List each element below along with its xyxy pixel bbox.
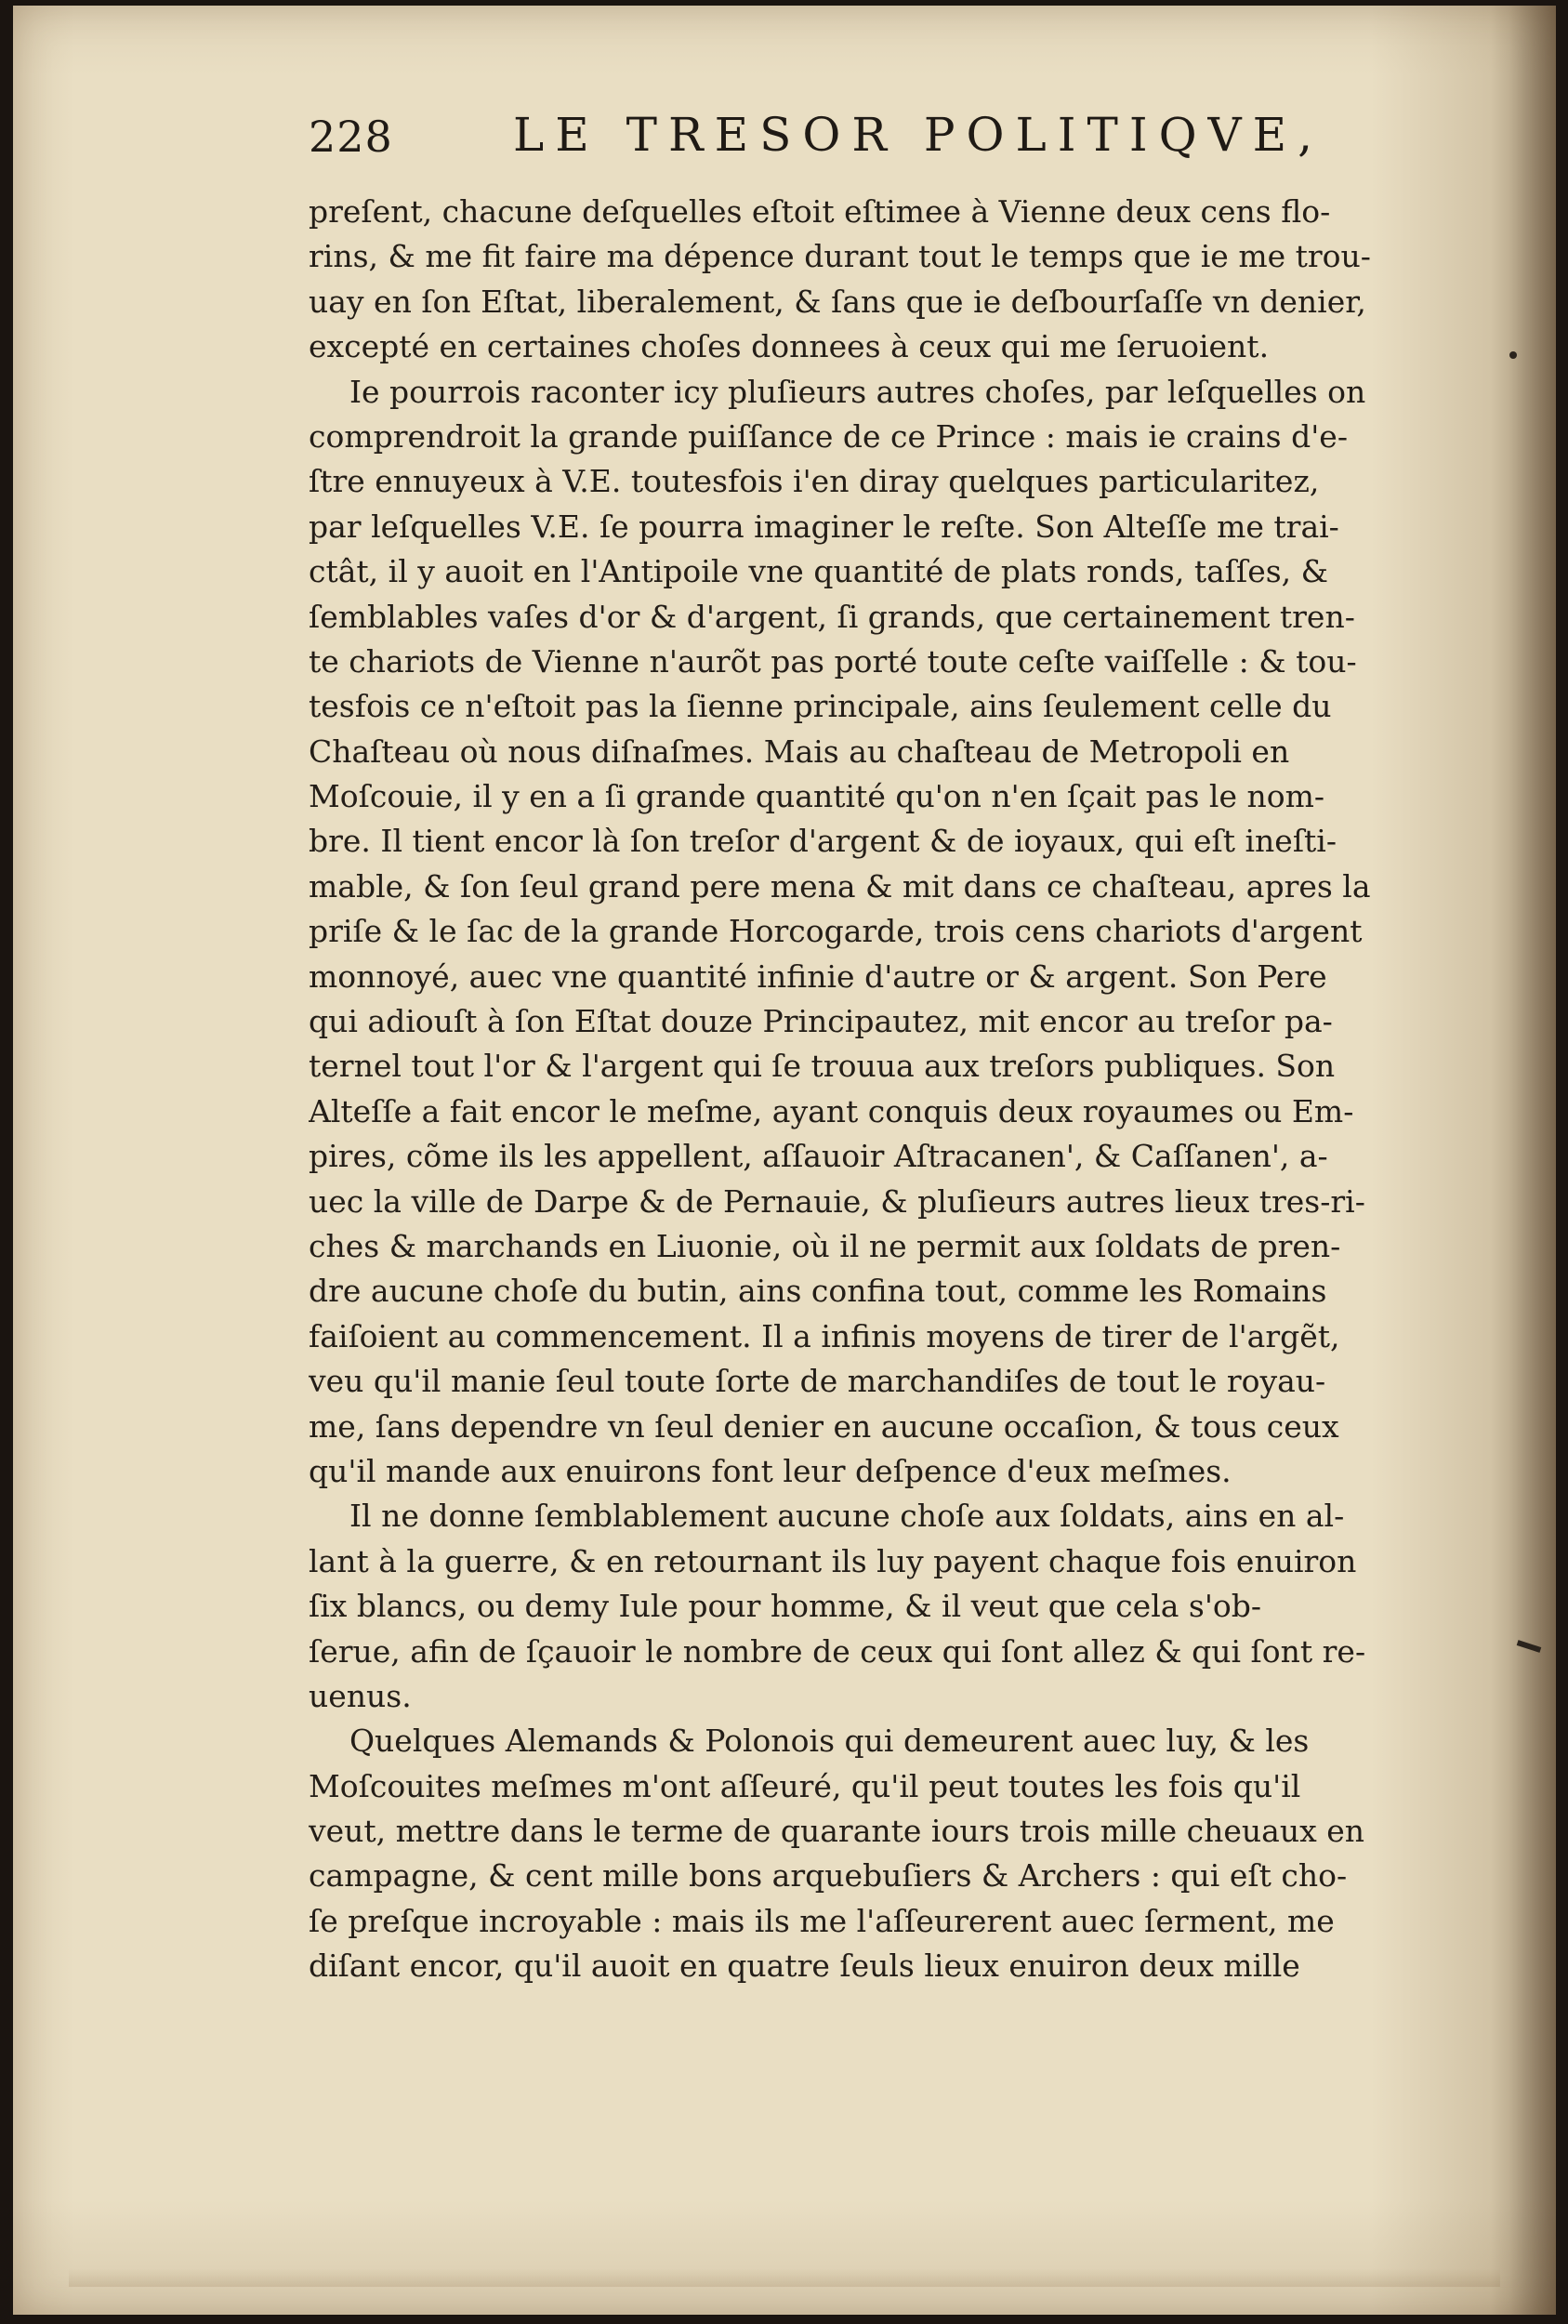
text-line: faiſoient au commencement. Il a infinis moyens de tirer de l'argẽt, bbox=[309, 1317, 1340, 1354]
text-line: Moſcouie, il y en a ſi grande quantité qu'on n'en ſçait pas le nom- bbox=[309, 778, 1325, 815]
book-page bbox=[13, 6, 1556, 2315]
text-line: rins, & me fit faire ma dépence durant tout le temps que ie me trou- bbox=[309, 238, 1371, 275]
text-line: Il ne donne ſemblablement aucune choſe aux ſoldats, ains en al- bbox=[349, 1498, 1345, 1535]
text-line: Chaſteau où nous diſnaſmes. Mais au chaſteau de Metropoli en bbox=[309, 733, 1290, 770]
text-line: veut, mettre dans le terme de quarante iours trois mille cheuaux en bbox=[309, 1813, 1364, 1850]
margin-dot-mark bbox=[1509, 351, 1517, 359]
page-number: 228 bbox=[309, 112, 393, 162]
text-line: campagne, & cent mille bons arquebuſiers & Archers : qui eſt cho- bbox=[309, 1857, 1348, 1895]
text-line: dre aucune choſe du butin, ains confina tout, comme les Romains bbox=[309, 1273, 1327, 1310]
text-line: pires, cõme ils les appellent, aſſauoir Aſtracanen', & Caſſanen', a- bbox=[309, 1138, 1328, 1175]
text-line: ſemblables vaſes d'or & d'argent, ſi grands, que certainement tren- bbox=[309, 598, 1355, 635]
text-line: ſtre ennuyeux à V.E. toutesfois i'en diray quelques particularitez, bbox=[309, 463, 1320, 500]
page-bottom-stain bbox=[69, 2268, 1500, 2287]
text-line: uay en ſon Eſtat, liberalement, & ſans que ie deſbourſaſſe vn denier, bbox=[309, 283, 1366, 320]
text-line: te chariots de Vienne n'aurõt pas porté toute ceſte vaiſſelle : & tou- bbox=[309, 642, 1357, 680]
text-line: ternel tout l'or & l'argent qui ſe trouua aux treſors publiques. Son bbox=[309, 1048, 1336, 1085]
text-line: diſant encor, qu'il auoit en quatre ſeuls lieux enuiron deux mille bbox=[309, 1948, 1300, 1985]
text-line: ches & marchands en Liuonie, où il ne permit aux ſoldats de pren- bbox=[309, 1227, 1341, 1264]
page-edge-shadow bbox=[1491, 6, 1556, 2315]
text-line: priſe & le ſac de la grande Horcogarde, trois cens chariots d'argent bbox=[309, 913, 1363, 950]
text-line: Alteſſe a fait encor le meſme, ayant conquis deux royaumes ou Em- bbox=[309, 1092, 1354, 1129]
text-line: Ie pourrois raconter icy pluſieurs autres choſes, par leſquelles on bbox=[349, 373, 1366, 410]
text-line: veu qu'il manie ſeul toute ſorte de marchandiſes de tout le royau- bbox=[309, 1363, 1326, 1400]
text-line: ſerue, afin de ſçauoir le nombre de ceux qui ſont allez & qui ſont re- bbox=[309, 1632, 1366, 1670]
text-line: ctât, il y auoit en l'Antipoile vne quantité de plats ronds, taſſes, & bbox=[309, 553, 1329, 590]
text-line: bre. Il tient encor là ſon treſor d'argent & de ioyaux, qui eſt ineſti- bbox=[309, 823, 1337, 860]
text-line: qui adiouſt à ſon Eſtat douze Principautez, mit encor au treſor pa- bbox=[309, 1003, 1333, 1040]
text-line: lant à la guerre, & en retournant ils luy payent chaque fois enuiron bbox=[309, 1542, 1357, 1579]
text-line: monnoyé, auec vne quantité infinie d'autre or & argent. Son Pere bbox=[309, 957, 1327, 995]
text-line: par leſquelles V.E. ſe pourra imaginer le reſte. Son Alteſſe me trai- bbox=[309, 508, 1339, 545]
text-line: excepté en certaines choſes donnees à ceux qui me ſeruoient. bbox=[309, 328, 1270, 365]
text-line: qu'il mande aux enuirons font leur deſpence d'eux meſmes. bbox=[309, 1452, 1232, 1489]
text-line: mable, & ſon ſeul grand pere mena & mit dans ce chaſteau, apres la bbox=[309, 867, 1371, 905]
text-line: Quelques Alemands & Polonois qui demeurent auec luy, & les bbox=[349, 1723, 1310, 1760]
text-line: ſe preſque incroyable : mais ils me l'aſſeurerent auec ſerment, me bbox=[309, 1902, 1335, 1939]
text-line: uec la ville de Darpe & de Pernauie, & pluſieurs autres lieux tres-ri- bbox=[309, 1182, 1365, 1220]
text-line: tesfois ce n'eſtoit pas la ſienne principale, ains ſeulement celle du bbox=[309, 688, 1332, 725]
running-head: LE TRESOR POLITIQVE, bbox=[513, 108, 1324, 162]
text-line: preſent, chacune deſquelles eſtoit eſtimee à Vienne deux cens flo- bbox=[309, 193, 1331, 230]
text-line: me, ſans dependre vn ſeul denier en aucune occaſion, & tous ceux bbox=[309, 1407, 1339, 1445]
text-line: comprendroit la grande puiſſance de ce Prince : mais ie crains d'e- bbox=[309, 417, 1348, 455]
page-header bbox=[309, 108, 1331, 182]
text-line: ſix blancs, ou demy Iule pour homme, & il veut que cela s'ob- bbox=[309, 1588, 1262, 1625]
text-line: uenus. bbox=[309, 1677, 412, 1714]
body-text bbox=[309, 190, 1480, 1989]
text-line: Moſcouites meſmes m'ont aſſeuré, qu'il peut toutes les fois qu'il bbox=[309, 1767, 1301, 1804]
